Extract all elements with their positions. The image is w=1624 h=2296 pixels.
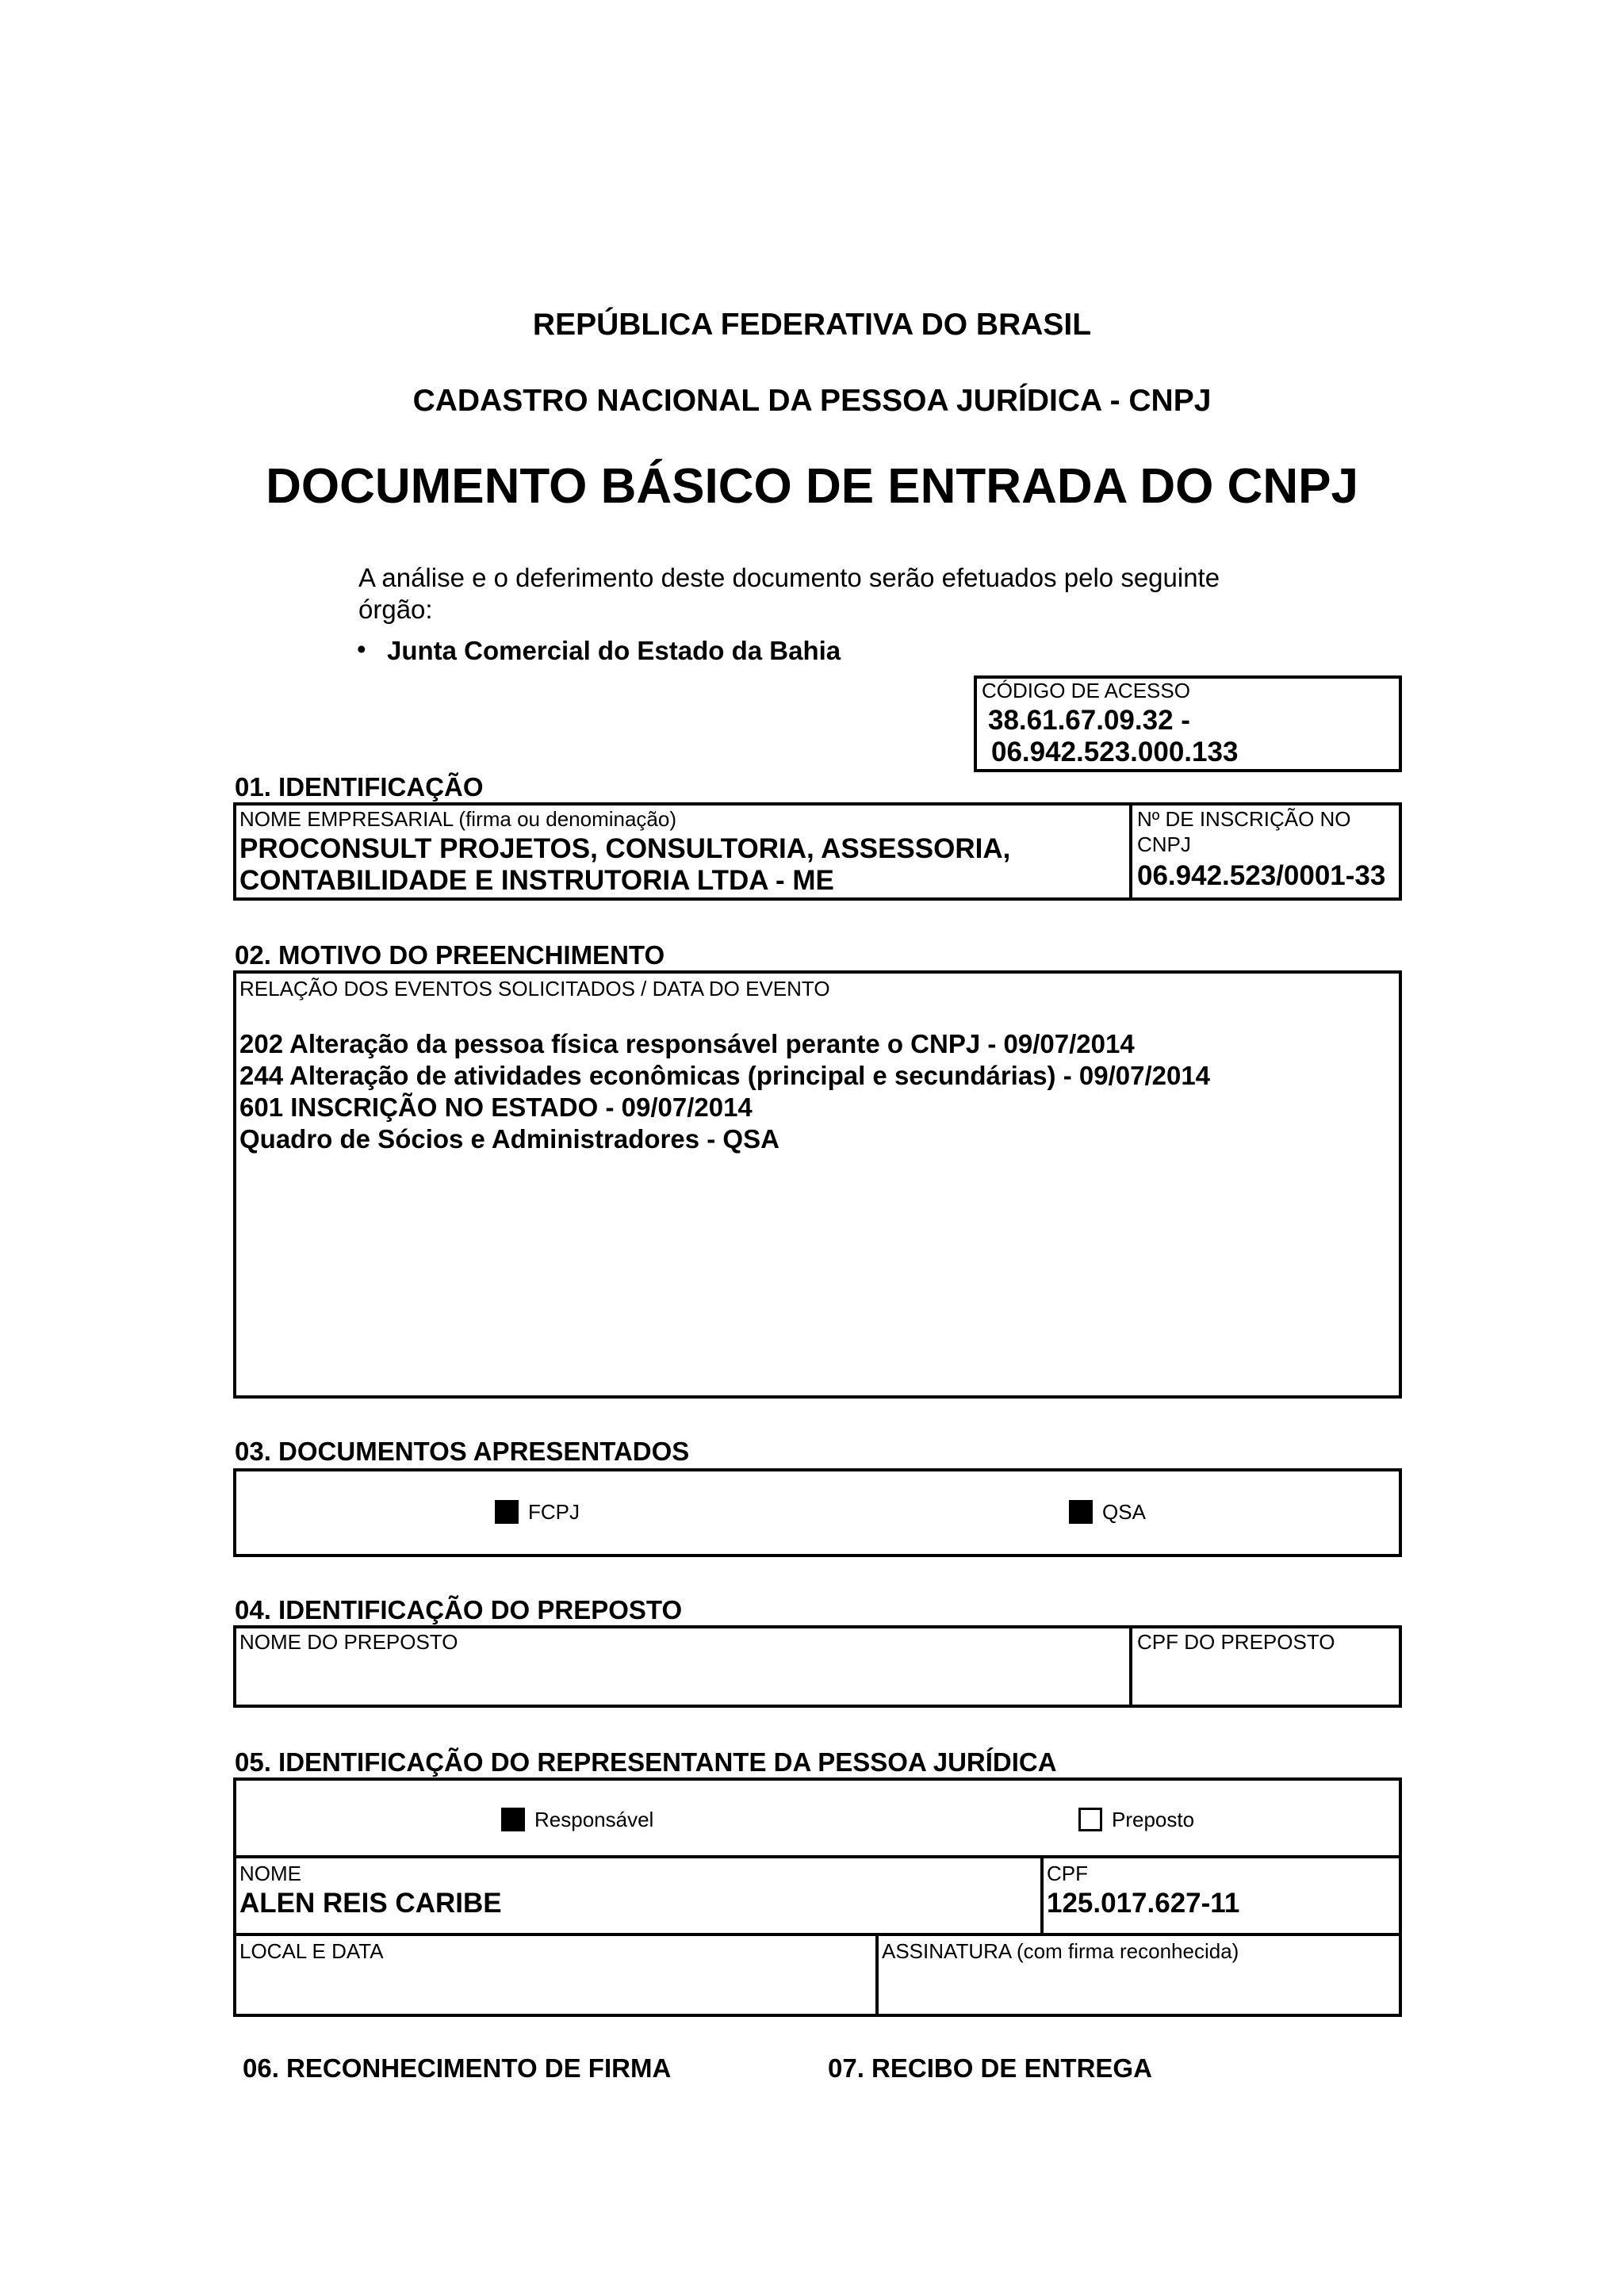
agent-checkbox[interactable] — [1078, 1808, 1102, 1831]
responsible-checkbox[interactable] — [501, 1808, 525, 1831]
divider — [236, 1855, 1399, 1858]
cnpj-value: 06.942.523/0001-33 — [1137, 860, 1386, 891]
rep-name-label: NOME — [239, 1862, 301, 1885]
agent-cpf-label: CPF DO PREPOSTO — [1137, 1630, 1335, 1654]
qsa-label: QSA — [1102, 1500, 1146, 1524]
responsible-label: Responsável — [534, 1808, 654, 1831]
intro-text-line2: órgão: — [358, 595, 433, 624]
qsa-checkbox[interactable] — [1069, 1500, 1093, 1524]
page-title: DOCUMENTO BÁSICO DE ENTRADA DO CNPJ — [266, 459, 1358, 514]
identification-box — [233, 802, 1402, 901]
agent-name-label: NOME DO PREPOSTO — [239, 1630, 458, 1654]
event-item: Quadro de Sócios e Administradores - QSA — [239, 1124, 779, 1154]
cnpj-label-line2: CNPJ — [1137, 832, 1191, 856]
reason-box — [233, 970, 1402, 1399]
documents-box — [233, 1468, 1402, 1557]
representative-box — [233, 1777, 1402, 2017]
section-identification: 01. IDENTIFICAÇÃO — [235, 772, 484, 802]
section-documents: 03. DOCUMENTOS APRESENTADOS — [235, 1437, 690, 1466]
rep-name-value: ALEN REIS CARIBE — [239, 1888, 502, 1919]
header-registry: CADASTRO NACIONAL DA PESSOA JURÍDICA - CNPJ — [412, 384, 1212, 418]
rep-cpf-label: CPF — [1047, 1862, 1088, 1885]
section-representative: 05. IDENTIFICAÇÃO DO REPRESENTANTE DA PESSOA JURÍDICA — [235, 1747, 1057, 1777]
bullet-icon: • — [357, 634, 366, 664]
section-delivery-receipt: 07. RECIBO DE ENTREGA — [828, 2053, 1152, 2083]
fcpj-label: FCPJ — [528, 1500, 580, 1524]
section-reason: 02. MOTIVO DO PREENCHIMENTO — [235, 940, 665, 970]
event-item: 601 INSCRIÇÃO NO ESTADO - 09/07/2014 — [239, 1093, 753, 1122]
fcpj-checkbox[interactable] — [495, 1500, 519, 1524]
agent-box — [233, 1625, 1402, 1708]
cnpj-label-line1: Nº DE INSCRIÇÃO NO — [1137, 807, 1351, 831]
divider — [1040, 1855, 1044, 1934]
section-agent: 04. IDENTIFICAÇÃO DO PREPOSTO — [235, 1595, 683, 1624]
company-name-label: NOME EMPRESARIAL (firma ou denominação) — [239, 807, 677, 831]
signature-label: ASSINATURA (com firma reconhecida) — [882, 1939, 1239, 1963]
event-item: 244 Alteração de atividades econômicas (principal e secundárias) - 09/07/2014 — [239, 1061, 1211, 1090]
company-name-line2: CONTABILIDADE E INSTRUTORIA LTDA - ME — [239, 865, 834, 896]
event-item: 202 Alteração da pessoa física responsável perante o CNPJ - 09/07/2014 — [239, 1029, 1135, 1058]
intro-text-line1: A análise e o deferimento deste documento serão efetuados pelo seguinte — [358, 563, 1220, 592]
events-label: RELAÇÃO DOS EVENTOS SOLICITADOS / DATA DO EVENTO — [239, 977, 830, 1001]
company-name-line1: PROCONSULT PROJETOS, CONSULTORIA, ASSESSORIA, — [239, 833, 1011, 864]
organ-name: Junta Comercial do Estado da Bahia — [387, 636, 841, 665]
divider — [875, 1933, 879, 2014]
divider — [1129, 1628, 1132, 1705]
agent-option-label: Preposto — [1112, 1808, 1195, 1831]
access-code-label: CÓDIGO DE ACESSO — [982, 679, 1190, 702]
header-country: REPÚBLICA FEDERATIVA DO BRASIL — [532, 308, 1092, 342]
access-code-box — [974, 675, 1402, 772]
rep-cpf-value: 125.017.627-11 — [1047, 1888, 1240, 1919]
divider — [1129, 806, 1132, 897]
divider — [236, 1933, 1399, 1936]
access-code-line1: 38.61.67.09.32 - — [988, 705, 1190, 736]
section-signature-recognition: 06. RECONHECIMENTO DE FIRMA — [243, 2053, 672, 2083]
place-date-label: LOCAL E DATA — [239, 1939, 384, 1963]
access-code-line2: 06.942.523.000.133 — [991, 737, 1239, 767]
